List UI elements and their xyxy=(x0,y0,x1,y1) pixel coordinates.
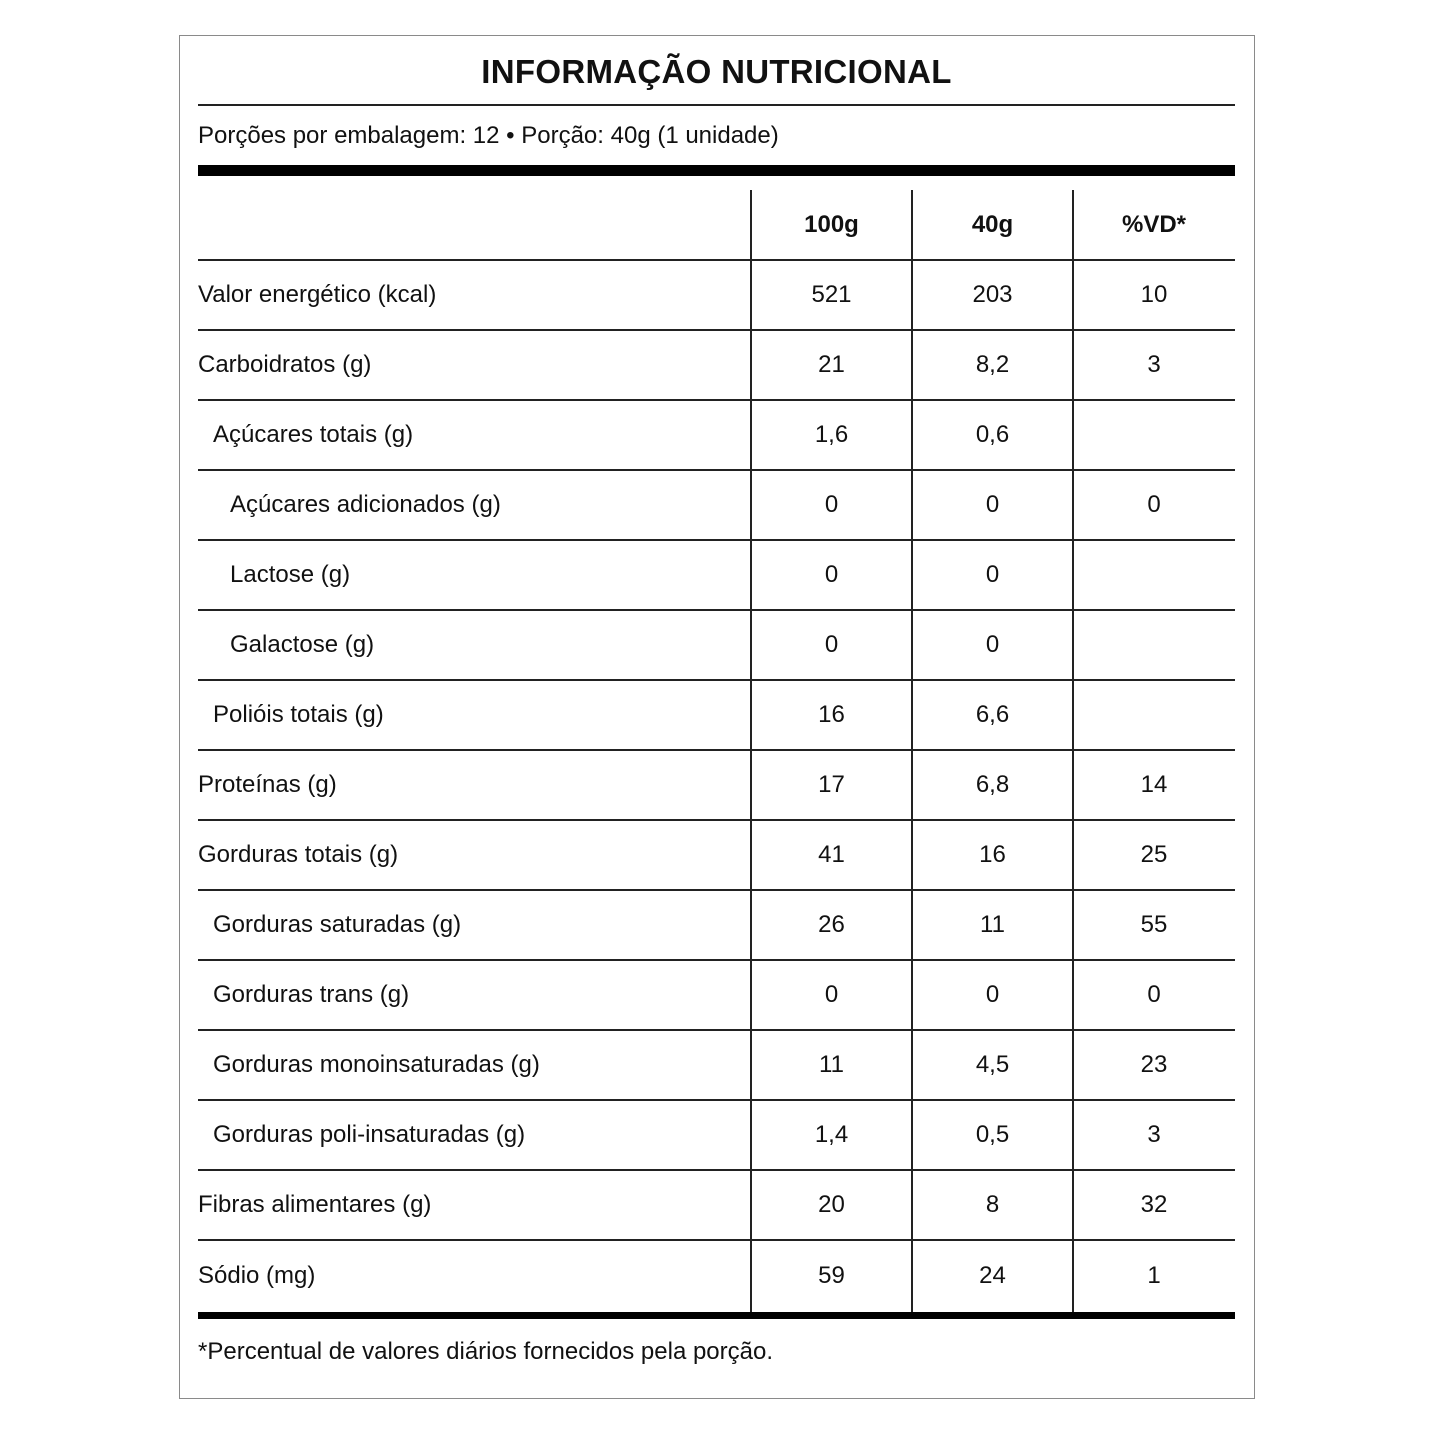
table-row xyxy=(198,680,1235,750)
value-per-portion: 203 xyxy=(912,260,1073,330)
title-divider xyxy=(198,104,1235,106)
value-per-100g: 521 xyxy=(751,260,912,330)
nutrient-name: Gorduras trans (g) xyxy=(198,960,751,1030)
value-per-100g: 17 xyxy=(751,750,912,820)
header-daily-value: %VD* xyxy=(1073,190,1235,260)
nutrition-table xyxy=(198,190,1235,1310)
value-per-portion: 16 xyxy=(912,820,1073,890)
nutrient-name: Proteínas (g) xyxy=(198,750,751,820)
value-per-100g: 1,4 xyxy=(751,1100,912,1170)
value-daily-percent: 14 xyxy=(1073,750,1235,820)
column-divider-3 xyxy=(1072,190,1074,1314)
nutrient-name: Sódio (mg) xyxy=(198,1261,316,1289)
value-per-portion: 0 xyxy=(912,540,1073,610)
value-per-100g: 20 xyxy=(751,1170,912,1240)
value-per-100g: 1,6 xyxy=(751,400,912,470)
nutrient-name: Galactose (g) xyxy=(198,610,751,680)
value-per-portion: 0,5 xyxy=(912,1100,1073,1170)
value-per-portion: 8,2 xyxy=(912,330,1073,400)
value-daily-percent: 10 xyxy=(1073,260,1235,330)
nutrient-name: Açúcares totais (g) xyxy=(198,400,751,470)
value-per-portion: 0 xyxy=(912,470,1073,540)
nutrient-name: Gorduras saturadas (g) xyxy=(198,890,751,960)
value-daily-percent: 25 xyxy=(1073,820,1235,890)
value-daily-percent: 23 xyxy=(1073,1030,1235,1100)
value-daily-percent: 3 xyxy=(1073,330,1235,400)
table-row xyxy=(198,400,1235,470)
thick-divider-top xyxy=(198,165,1235,176)
value-per-portion: 6,8 xyxy=(912,750,1073,820)
value-daily-percent: 32 xyxy=(1073,1170,1235,1240)
value-per-portion: 0 xyxy=(912,610,1073,680)
header-per-100g: 100g xyxy=(751,190,912,260)
nutrient-name: Açúcares adicionados (g) xyxy=(198,470,751,540)
value-per-100g: 0 xyxy=(751,610,912,680)
table-row xyxy=(198,540,1235,610)
value-daily-percent xyxy=(1073,680,1235,750)
nutrient-name: Lactose (g) xyxy=(198,540,751,610)
value-per-100g: 59 xyxy=(818,1261,845,1289)
value-per-100g: 41 xyxy=(751,820,912,890)
value-per-100g: 26 xyxy=(751,890,912,960)
value-per-portion: 24 xyxy=(979,1261,1006,1289)
nutrient-name: Carboidratos (g) xyxy=(198,330,751,400)
table-row xyxy=(198,470,1235,540)
value-daily-percent: 55 xyxy=(1073,890,1235,960)
value-per-portion: 0 xyxy=(912,960,1073,1030)
value-daily-percent: 1 xyxy=(1147,1261,1161,1289)
nutrient-name: Fibras alimentares (g) xyxy=(198,1170,751,1240)
value-per-portion: 8 xyxy=(912,1170,1073,1240)
value-per-100g: 0 xyxy=(751,540,912,610)
table-row xyxy=(198,960,1235,1030)
table-header-row xyxy=(198,190,1235,260)
value-per-100g: 0 xyxy=(751,470,912,540)
servings-info: Porções por embalagem: 12 • Porção: 40g (1 unidade) xyxy=(198,122,779,149)
column-divider-1 xyxy=(750,190,752,1314)
table-row xyxy=(198,330,1235,400)
value-daily-percent: 0 xyxy=(1073,470,1235,540)
nutrient-name: Valor energético (kcal) xyxy=(198,260,751,330)
nutrient-name: Polióis totais (g) xyxy=(198,680,751,750)
value-per-portion: 11 xyxy=(912,890,1073,960)
value-daily-percent: 0 xyxy=(1073,960,1235,1030)
value-daily-percent xyxy=(1073,540,1235,610)
footnote: *Percentual de valores diários fornecidos pela porção. xyxy=(198,1338,774,1365)
value-daily-percent xyxy=(1073,400,1235,470)
table-row xyxy=(198,820,1235,890)
table-row xyxy=(198,1100,1235,1170)
table-row xyxy=(198,1240,1235,1310)
nutrient-name: Gorduras monoinsaturadas (g) xyxy=(198,1030,751,1100)
thick-divider-bottom xyxy=(198,1312,1235,1319)
table-row xyxy=(198,610,1235,680)
value-per-100g: 21 xyxy=(751,330,912,400)
value-daily-percent: 3 xyxy=(1073,1100,1235,1170)
table-row xyxy=(198,260,1235,330)
table-row xyxy=(198,1170,1235,1240)
column-divider-2 xyxy=(911,190,913,1314)
value-per-portion: 4,5 xyxy=(912,1030,1073,1100)
header-per-portion: 40g xyxy=(912,190,1073,260)
value-per-100g: 16 xyxy=(751,680,912,750)
value-daily-percent xyxy=(1073,610,1235,680)
table-row xyxy=(198,890,1235,960)
label-title: INFORMAÇÃO NUTRICIONAL xyxy=(481,53,952,90)
value-per-portion: 6,6 xyxy=(912,680,1073,750)
value-per-portion: 0,6 xyxy=(912,400,1073,470)
table-row xyxy=(198,750,1235,820)
value-per-100g: 11 xyxy=(751,1030,912,1100)
nutrient-name: Gorduras totais (g) xyxy=(198,820,751,890)
header-nutrient-cell xyxy=(198,190,751,260)
table-row xyxy=(198,1030,1235,1100)
nutrient-name: Gorduras poli-insaturadas (g) xyxy=(198,1100,751,1170)
value-per-100g: 0 xyxy=(751,960,912,1030)
